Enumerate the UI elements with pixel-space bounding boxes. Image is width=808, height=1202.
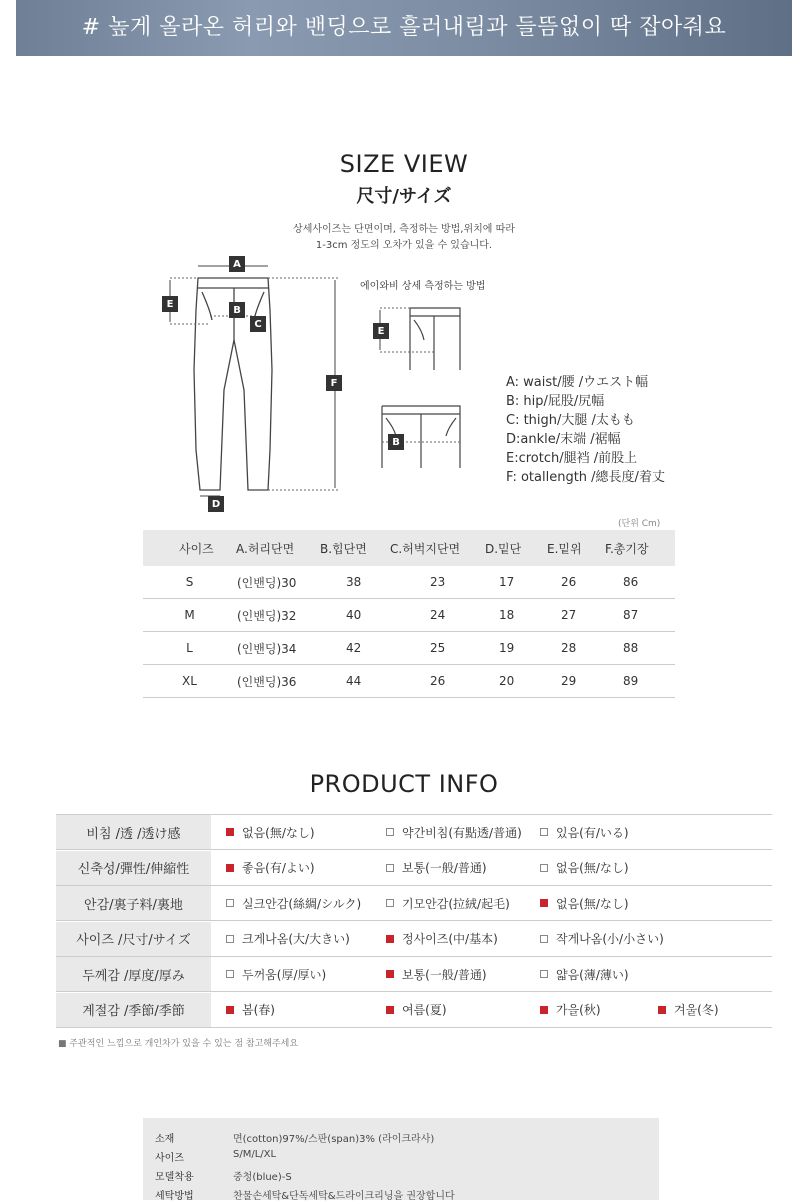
cell: 26 xyxy=(547,566,605,599)
product-info-option xyxy=(540,851,629,885)
unchecked-box-icon xyxy=(226,899,234,907)
unchecked-box-icon xyxy=(540,864,548,872)
product-info-option xyxy=(386,815,522,849)
cell: (인밴딩)34 xyxy=(236,632,320,665)
cell: 28 xyxy=(547,632,605,665)
product-info-option-label: 가을(秋) xyxy=(556,1003,601,1017)
product-info-option-label: 기모안감(拉絨/起毛) xyxy=(402,896,510,911)
product-info-option-label: 없음(無/なし) xyxy=(556,861,629,875)
product-info-option-label: 있음(有/いる) xyxy=(556,825,629,840)
product-info-option-label: 좋음(有/よい) xyxy=(242,861,315,875)
cell: 87 xyxy=(605,599,675,632)
header-size: 사이즈 xyxy=(143,530,236,566)
unchecked-box-icon xyxy=(540,970,548,978)
cell: 19 xyxy=(485,632,547,665)
size-key: 사이즈 xyxy=(155,1153,184,1164)
size-view-title: SIZE VIEW xyxy=(339,150,469,178)
product-info-option-label: 크게나옴(大/大きい) xyxy=(242,932,350,946)
product-info-option-label: 두꺼움(厚/厚い) xyxy=(242,967,327,982)
product-info-option xyxy=(226,815,315,849)
product-info-row xyxy=(56,957,772,992)
product-info-option xyxy=(386,851,487,885)
model-key: 모델착용 xyxy=(155,1172,194,1183)
wash-key: 세탁방법 xyxy=(155,1191,194,1202)
cell: S xyxy=(143,566,236,599)
header-hem: D.밑단 xyxy=(485,530,547,566)
product-info-option xyxy=(386,993,447,1027)
checked-box-icon xyxy=(386,970,394,978)
product-info-option xyxy=(226,957,326,991)
unchecked-box-icon xyxy=(226,970,234,978)
product-info-option xyxy=(226,851,315,885)
product-info-option-label: 없음(無/なし) xyxy=(242,825,315,840)
size-note-line1: 상세사이즈는 단면이며, 측정하는 방법,위치에 따라 xyxy=(293,224,515,235)
cell: XL xyxy=(143,665,236,698)
product-info-row xyxy=(56,851,772,886)
cell: 20 xyxy=(485,665,547,698)
header-waist: A.허리단면 xyxy=(236,530,320,566)
banner-image xyxy=(16,0,792,56)
table-row xyxy=(143,599,675,632)
cell: 27 xyxy=(547,599,605,632)
product-info-option xyxy=(540,993,601,1027)
product-info-option xyxy=(386,922,498,956)
cell: 25 xyxy=(390,632,485,665)
product-info-option xyxy=(540,815,629,849)
size-note-line2: 1-3cm 정도의 오차가 있을 수 있습니다. xyxy=(315,240,493,251)
label-c: C xyxy=(250,316,266,332)
header-hip: B.힙단면 xyxy=(320,530,390,566)
unchecked-box-icon xyxy=(386,899,394,907)
product-info-row xyxy=(56,993,772,1028)
checked-box-icon xyxy=(226,1006,234,1014)
cell: 40 xyxy=(320,599,390,632)
product-info-option-label: 약간비침(有點透/普通) xyxy=(402,825,522,840)
product-info-option-label: 보통(一般/普通) xyxy=(402,967,487,982)
cell: M xyxy=(143,599,236,632)
size-table xyxy=(143,530,675,698)
product-info-row-label: 신축성/彈性/伸縮性 xyxy=(56,851,211,885)
product-info-option xyxy=(386,957,487,991)
unchecked-box-icon xyxy=(540,935,548,943)
banner-text: # 높게 올라온 허리와 밴딩으로 흘러내림과 들뜸없이 딱 잡아줘요 xyxy=(81,15,727,40)
size-table-header xyxy=(143,530,675,566)
cell: 26 xyxy=(390,665,485,698)
product-info-option xyxy=(226,886,361,920)
checked-box-icon xyxy=(386,1006,394,1014)
cell: 88 xyxy=(605,632,675,665)
unchecked-box-icon xyxy=(386,828,394,836)
pants-diagram xyxy=(150,250,350,515)
unit-note: (단위 Cm) xyxy=(618,519,661,529)
product-info-option xyxy=(540,957,629,991)
checked-box-icon xyxy=(226,864,234,872)
header-rise: E.밑위 xyxy=(547,530,605,566)
cell: 18 xyxy=(485,599,547,632)
cell: (인밴딩)30 xyxy=(236,566,320,599)
cell: (인밴딩)36 xyxy=(236,665,320,698)
header-thigh: C.허벅지단면 xyxy=(390,530,485,566)
cell: 38 xyxy=(320,566,390,599)
cell: 44 xyxy=(320,665,390,698)
product-info-option-label: 여름(夏) xyxy=(402,1003,447,1017)
cell: L xyxy=(143,632,236,665)
product-info-row-label: 사이즈 /尺寸/サイズ xyxy=(56,922,211,956)
checked-box-icon xyxy=(540,899,548,907)
product-info-title: PRODUCT INFO xyxy=(309,770,499,798)
checked-box-icon xyxy=(540,1006,548,1014)
product-info-option xyxy=(226,993,275,1027)
unchecked-box-icon xyxy=(226,935,234,943)
cell: 29 xyxy=(547,665,605,698)
cell: 17 xyxy=(485,566,547,599)
model-value: 중청(blue)-S xyxy=(233,1172,292,1183)
label-b: B xyxy=(229,302,245,318)
product-info-option xyxy=(658,993,719,1027)
size-view-subtitle: 尺寸/サイズ xyxy=(356,186,452,207)
material-key: 소재 xyxy=(155,1134,175,1145)
material-value: 면(cotton)97%/스판(span)3% (라이크라사) xyxy=(233,1134,435,1145)
product-info-option xyxy=(226,922,350,956)
product-info-row-label: 계절감 /季節/季節 xyxy=(56,993,211,1027)
product-info-option-label: 정사이즈(中/基本) xyxy=(402,932,498,946)
material-box xyxy=(143,1118,659,1200)
legend-waist: A: waist/腰 /ウエスト幅 xyxy=(506,375,649,390)
label-a: A xyxy=(229,256,245,272)
legend-length: F: otallength /總長度/着丈 xyxy=(506,470,665,485)
legend-ankle: D:ankle/末端 /裾幅 xyxy=(506,432,621,447)
wash-value: 찬물손세탁&단독세탁&드라이크리닝을 권장합니다 xyxy=(233,1191,455,1202)
product-info-option-label: 없음(無/なし) xyxy=(556,896,629,911)
product-info-row xyxy=(56,815,772,850)
cell: 86 xyxy=(605,566,675,599)
product-info-row xyxy=(56,922,772,957)
table-row xyxy=(143,566,675,599)
product-info-option-label: 작게나옴(小/小さい) xyxy=(556,932,664,946)
size-value: S/M/L/XL xyxy=(233,1149,277,1160)
legend-crotch: E:crotch/腿裆 /前股上 xyxy=(506,451,638,466)
cell: 42 xyxy=(320,632,390,665)
table-row xyxy=(143,665,675,698)
cell: 24 xyxy=(390,599,485,632)
product-info-row-label: 비침 /透 /透け感 xyxy=(56,815,211,849)
label-f: F xyxy=(326,375,342,391)
product-info-note: ■ 주관적인 느낌으로 개인차가 있을 수 있는 점 참고해주세요 xyxy=(58,1039,299,1049)
checked-box-icon xyxy=(226,828,234,836)
cell: (인밴딩)32 xyxy=(236,599,320,632)
product-info-option xyxy=(386,886,510,920)
checked-box-icon xyxy=(386,935,394,943)
product-info-option-label: 겨울(冬) xyxy=(674,1003,719,1017)
legend-hip: B: hip/屁股/尻幅 xyxy=(506,394,605,409)
product-info-option xyxy=(540,886,629,920)
product-info-row-label: 두께감 /厚度/厚み xyxy=(56,957,211,991)
cell: 23 xyxy=(390,566,485,599)
cell: 89 xyxy=(605,665,675,698)
product-info-option xyxy=(540,922,664,956)
label-e: E xyxy=(162,296,178,312)
product-info-option-label: 얇음(薄/薄い) xyxy=(556,967,629,982)
label-d: D xyxy=(208,496,224,512)
table-row xyxy=(143,632,675,665)
checked-box-icon xyxy=(658,1006,666,1014)
header-length: F.총기장 xyxy=(605,530,675,566)
product-info-option-label: 봄(春) xyxy=(242,1003,275,1017)
unchecked-box-icon xyxy=(540,828,548,836)
method-label-b: B xyxy=(388,434,404,450)
method-label-e: E xyxy=(373,323,389,339)
product-info-option-label: 실크안감(絲綢/シルク) xyxy=(242,896,362,911)
method-title: 에이와비 상세 측정하는 방법 xyxy=(360,281,486,292)
product-info-row xyxy=(56,886,772,921)
product-info-row-label: 안감/裏子料/裏地 xyxy=(56,886,211,920)
product-info-option-label: 보통(一般/普通) xyxy=(402,861,487,875)
unchecked-box-icon xyxy=(386,864,394,872)
legend-thigh: C: thigh/大腿 /太もも xyxy=(506,413,635,428)
